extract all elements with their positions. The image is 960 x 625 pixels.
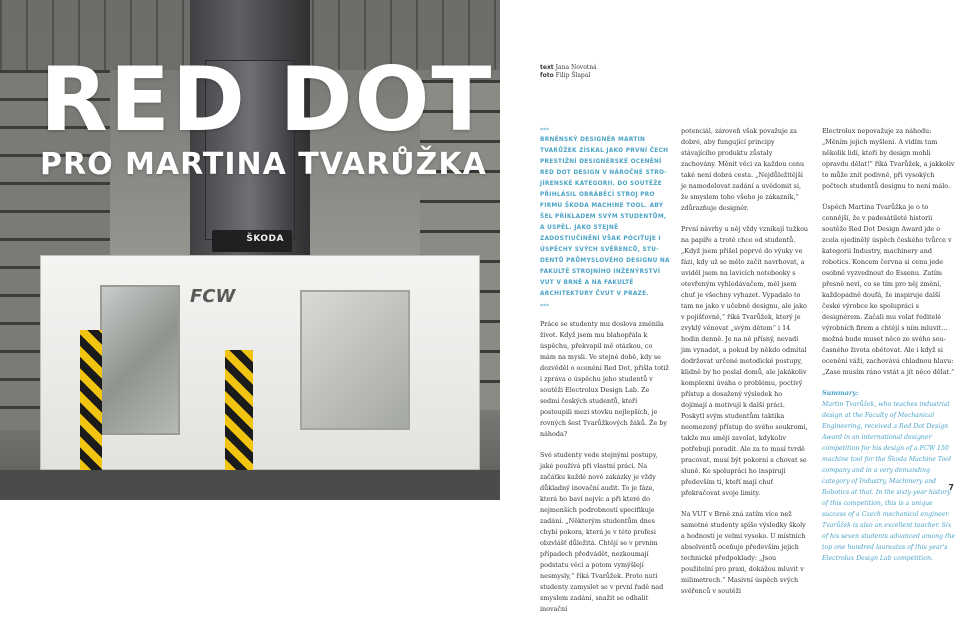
body-paragraph: potenciál, zároveň však považuje za dobré, aby fungující principy stávajícího produktu zůstaly zachovány. Měnit věci za každou cenu také není dobrá cesta. „Nejdůležitější je namodelovat zadání a uvědomit si, že smyslem toho všeho je zákazník,“ zdůrazňuje designér. (681, 127, 805, 212)
body-paragraph: Na VUT v Brně zná zatím více než samotné studenty spíše výsledky školy a hodností je velmi vysoko. U místních absolventů oceňuje především jejich technické předpoklady: „Jsou použitelní pro praxi, dokážou mluvit v milimetrech.“ Masivní úspěch svých svěřenců v soutěži (681, 510, 806, 595)
machine-brand-label: ŠKODA (246, 234, 284, 244)
credits (540, 64, 597, 80)
article-column-2 (681, 126, 809, 607)
page-number: 7 (948, 483, 954, 492)
credit-photo (540, 72, 597, 80)
lead-stars-top: *** (540, 127, 549, 134)
machine-model-label: FCW (190, 286, 236, 307)
hazard-stripe-left (80, 330, 102, 470)
credit-photo-author: Filip Šlapal (555, 72, 591, 79)
article-subtitle: PRO MARTINA TVARŮŽKA (40, 147, 487, 182)
credit-text-label: text (540, 64, 554, 71)
machine-brand-plate (212, 230, 292, 252)
article-title: RED DOT (40, 48, 494, 151)
summary-text: Martin Tvarůžek, who teaches industrial design at the Faculty of Mechanical Engineering, received a Red Dot Design Award in an international designer competition for his design of a FCW 150 machine tool for the Škoda Machine Tool company and in a very demanding category of Industry, Machinery and Robotics at that. In the sixty-year history of this competition, this is a unique success of a Czech mechanical engineer. Tvarůžek is also an excellent teacher. Six of his seven students advanced among the top one hundred laureates of this year's Electrolux Design Lab competition. (822, 401, 956, 562)
lead-stars-bottom: *** (540, 303, 549, 310)
machine-window (100, 285, 180, 435)
body-paragraph: Své studenty vede stejnými postupy, jaké používá při vlastní práci. Na začátku každé nové zakázky je vždy důkladný inovační audit. To je fáze, která ho baví nejvíc a při které do nejmenších podrobností specifikuje zadání. „Některým studentům dnes chybí pokora, která je v této profesi obzvlášť důležitá. Chtějí se v prvním případech předvádět, nezkoumají podstatu věci a potom vymýšlejí nesmysly,“ říká Tvarůžek. Proto nutí studenty zamyslet se v první řadě nad smyslem zadání, snažit se odhalit inovační (540, 451, 664, 613)
summary-heading: Summary: (822, 389, 859, 397)
body-paragraph: První návrhy u něj vždy vznikají tužkou na papíře a trotě chce od studentů. „Když jsem přišel poprvé do výuky ve fázi, kdy už se mělo začít navrhovat, a uviděl jsem na lavicích notebooky s otevřeným vyhledávačem, měl jsem chuť je všechny vyhazet. Vypadalo to tam ne jako v učebně designu, ale jako v pojišťovně,“ říká Tvarůžek, který je zvyklý věnovat „svým dětem“ i 14 hodin denně. Je na ně přísný, nevadí jim vynadat, a pokud by někdo odmítal dodržovat určené metodické postupy, klidně by ho poslal domů, ale jakákoliv komplexní úvaha o problému, poctivý přístup a dosažený výsledek ho dojímají a motivují k další práci. Poskytl svým studentům taktika neomezený přístup do svého soukromí, takže mu smějí zavolat, kdykoliv potřebují poradit. Ale za to musí tvrdě pracovat, musí být pokorní a chovat se sluně. Ke spolupráci ho inspirují především ti, kteří mají chuť překračovat svoje limity. (681, 225, 809, 497)
article-lead: BRNĚNSKÝ DESIGNÉR MARTIN TVARŮŽEK ZÍSKAL JAKO PRVNÍ ČECH PRESTIŽNÍ DESIGNÉRSKÉ OCENĚNÍ RED DOT DESIGN V NÁROČNÉ STROJÍRENSKÉ KATEGORII. DO SOUTĚŽE PŘIHLÁSIL OBRÁBĚCÍ STROJ PRO FIRMU ŠKODA MACHINE TOOL. ABY ŠEL PŘÍKLADEM SVÝM STUDENTŮM, A USPĚL. JAKO STEJNĚ ZADOSTIUČINĚNÍ VŠAK POCIŤUJE I ÚSPĚCHY SVÝCH SVĚŘENCŮ, STUDENTŮ PRŮMYSLOVÉHO DESIGNU NA FAKULTĚ STROJNÍHO INŽENÝRSTVÍ VUT V BRNĚ A NA FAKULTĚ ARCHITEKTURY ČVUT V PRAZE. (540, 137, 670, 297)
body-paragraph: Electrolux nepovažuje za náhodu: „Měním jejich myšlení. A vidím tam několik lidí, kteří by design mohli opravdu dělat!“ říká Tvarůžek, a jakkoliv to může znít podivně, při vysokých počtech studentů designu to není málo. (822, 127, 955, 190)
credit-text (540, 64, 597, 72)
factory-floor (0, 470, 500, 500)
article-column-1 (540, 126, 670, 625)
hazard-stripe-center (225, 350, 253, 470)
body-paragraph: Úspěch Martina Tvarůžka je o to cennější, že v padesátileté historii soutěže Red Dot Design Award jde o zcela ojedinělý úspěch českého tvůrce v kategorii Industry, machinery and robotics. Koncem června si cenu jede osobně vyzvednout do Essenu. Zatím přesně neví, co se tím pro něj změní, každopádně doufá, že inspiruje další české výrobce ke spolupráci s designérem. Začali mu volat ředitelé výrobních firem a chtějí s ním mluvit… možná bude muset něco ze svého současného života obětovat. Ale i když si ocenění váží, zachovává chladnou hlavu: „Zase musím ráno vstát a jít něco dělat.“ (822, 203, 955, 376)
credit-text-author: Jana Novotná (555, 64, 597, 71)
article-column-3 (822, 126, 957, 574)
credit-photo-label: foto (540, 72, 554, 79)
body-paragraph: Práce se studenty mu doslova změnila život. Když jsem mu blahopřála k úspěchu, překvapil mě otázkou, co mám na mysli. Ve stejné době, kdy se dozvěděl o ocenění Red Dot, přišla totiž i zpráva o úspěchu jeho studentů v soutěži Electrolux Design Lab. Ze sedmi českých studentů, kteří postoupili mezi stovku nejlepších, je rovných šest Tvarůžkových žáků. Že by náhoda? (540, 320, 669, 438)
machine-window-right (300, 290, 410, 430)
